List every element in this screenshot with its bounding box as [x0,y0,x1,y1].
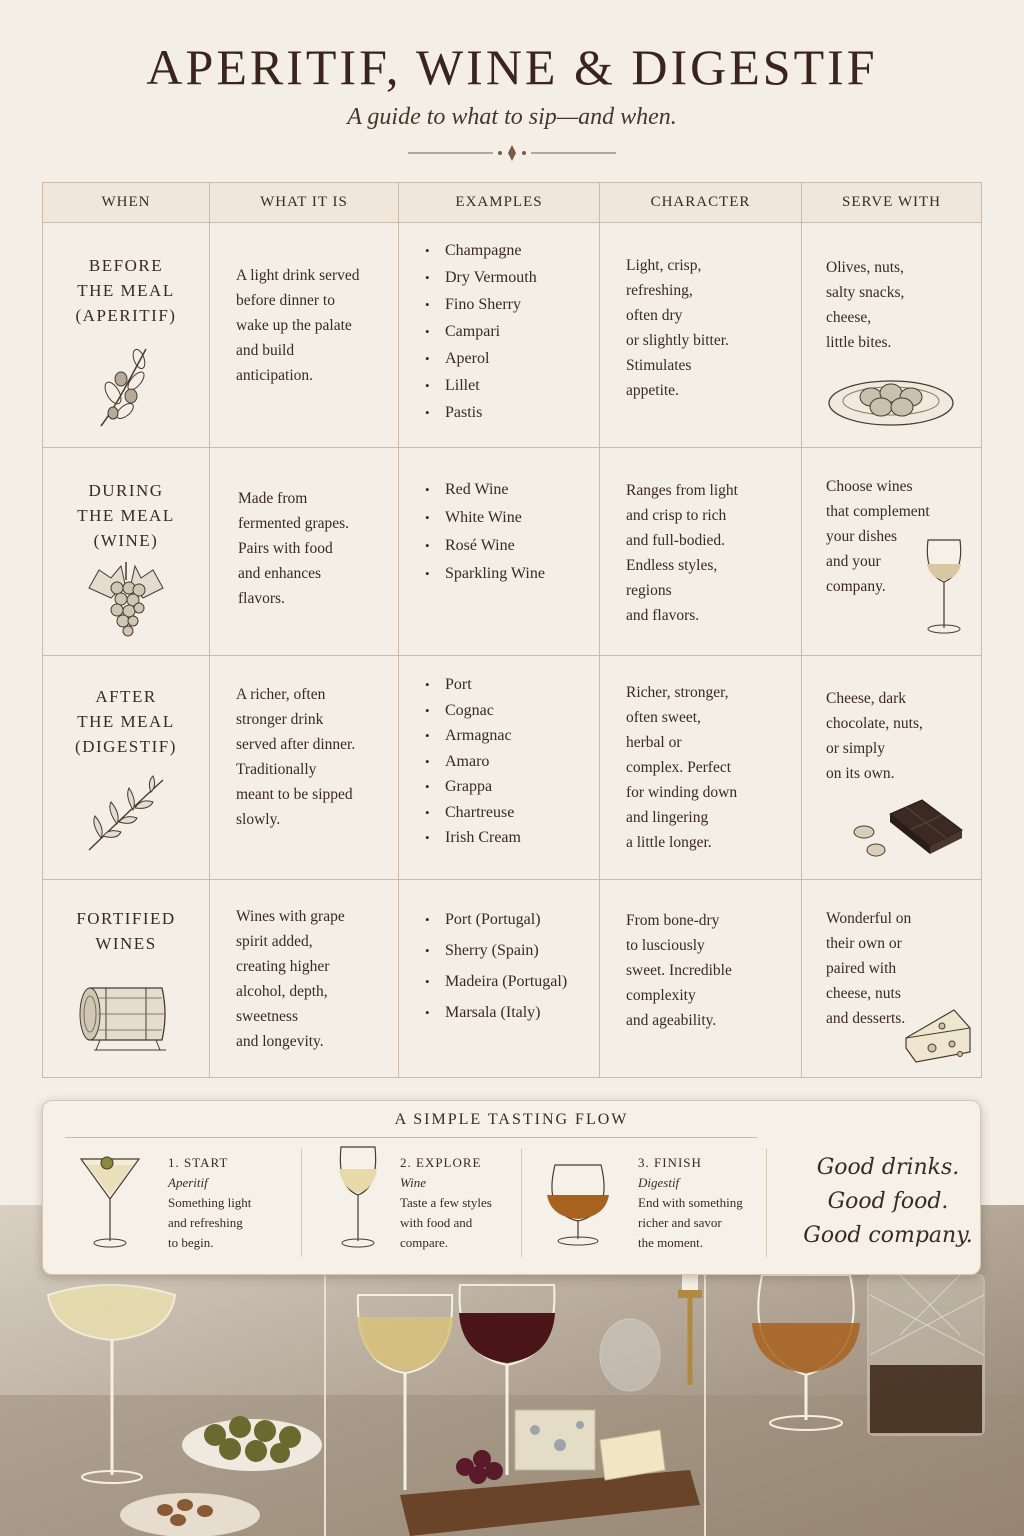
list-item: • Fino Sherry [425,291,589,318]
list-item: • Marsala (Italy) [425,997,589,1028]
step-description-line: to begin. [168,1235,214,1250]
list-item: • Campari [425,318,589,345]
serve-with-cell: Choose wines that complement your dishes and your company. [802,448,982,656]
table-row [43,880,982,1078]
table-row [43,448,982,656]
when-cell [43,656,210,880]
when-label: BEFORE THE MEAL (APERITIF) [75,256,177,325]
flow-step [400,1153,492,1253]
martini-glass-icon [77,1149,143,1249]
column-header: CHARACTER [600,183,802,223]
step-divider [301,1149,302,1257]
list-item: • Chartreuse [425,800,589,826]
character-cell: Ranges from light and crisp to rich and full-bodied. Endless styles, regions and flavors. [600,448,802,656]
character-cell: Richer, stronger, often sweet, herbal or complex. Perfect for winding down and lingering a little longer. [600,656,802,880]
when-cell [43,223,210,448]
wine-glass-icon [922,536,966,636]
serve-with-cell: Olives, nuts, salty snacks, cheese, little bites. [802,223,982,448]
serve-with-cell: Cheese, dark chocolate, nuts, or simply on its own. [802,656,982,880]
list-item: • Irish Cream [425,825,589,851]
when-label: DURING THE MEAL (WINE) [77,481,175,550]
tasting-flow-card [42,1100,981,1275]
character-cell: Light, crisp, refreshing, often dry or slightly bitter. Stimulates appetite. [600,223,802,448]
step-name: Aperitif [168,1175,208,1190]
when-label: AFTER THE MEAL (DIGESTIF) [75,687,177,756]
character-cell: From bone-dry to lusciously sweet. Incredible complexity and ageability. [600,880,802,1078]
examples-cell [399,880,600,1078]
list-item: • Rosé Wine [425,532,589,560]
olive-branch-icon [91,341,161,431]
page-subtitle: A guide to what to sip—and when. [347,104,677,130]
herb-sprig-icon [81,774,171,854]
step-title: 1. START [168,1155,229,1170]
motto [803,1151,973,1253]
olive-bowl-icon [826,371,956,431]
list-item: • Sparkling Wine [425,560,589,588]
flow-step [638,1153,743,1253]
description-cell: Made from fermented grapes. Pairs with food and enhances flavors. [210,448,399,656]
step-divider [766,1149,767,1257]
motto-line: Good drinks. [816,1155,960,1180]
table-row [43,656,982,880]
description-cell: A richer, often stronger drink served after dinner. Traditionally meant to be sipped slowly. [210,656,399,880]
column-header: EXAMPLES [399,183,600,223]
list-item: • White Wine [425,504,589,532]
cognac-snifter-icon [543,1157,613,1253]
list-item: • Red Wine [425,476,589,504]
barrel-icon [76,974,176,1054]
step-description-line: richer and savor [638,1215,722,1230]
step-name: Digestif [638,1175,680,1190]
white-wine-glass-icon [333,1143,383,1249]
step-description-line: the moment. [638,1235,703,1250]
list-item: • Lillet [425,372,589,399]
list-item: • Port (Portugal) [425,904,589,935]
table-header-row [43,183,982,223]
page-title: APERITIF, WINE & DIGESTIF [146,39,878,95]
column-header: WHAT IT IS [210,183,399,223]
list-item: • Amaro [425,749,589,775]
list-item: • Madeira (Portugal) [425,966,589,997]
examples-cell [399,448,600,656]
drink-guide-table [42,182,982,1078]
column-header: SERVE WITH [802,183,982,223]
list-item: • Dry Vermouth [425,264,589,291]
grape-cluster-icon [81,558,171,638]
step-description-line: Something light [168,1195,252,1210]
step-divider [521,1149,522,1257]
step-description-line: End with something [638,1195,743,1210]
step-title: 3. FINISH [638,1155,702,1170]
list-item: • Pastis [425,399,589,426]
step-description-line: with food and [400,1215,473,1230]
step-title: 2. EXPLORE [400,1155,482,1170]
step-description-line: and refreshing [168,1215,243,1230]
step-name: Wine [400,1175,426,1190]
list-item: • Armagnac [425,723,589,749]
step-description-line: compare. [400,1235,449,1250]
list-item: • Cognac [425,698,589,724]
examples-cell [399,223,600,448]
column-header: WHEN [43,183,210,223]
chocolate-icon [850,796,970,866]
flow-step [168,1153,251,1253]
list-item: • Aperol [425,345,589,372]
divider-line [65,1137,757,1138]
cheese-wedge-icon [902,1004,974,1066]
table-row [43,223,982,448]
tasting-flow-title: A SIMPLE TASTING FLOW [394,1111,629,1128]
examples-cell [399,656,600,880]
description-cell: A light drink served before dinner to wake up the palate and build anticipation. [210,223,399,448]
list-item: • Grappa [425,774,589,800]
when-cell [43,448,210,656]
description-cell: Wines with grape spirit added, creating higher alcohol, depth, sweetness and longevity. [210,880,399,1078]
list-item: • Champagne [425,237,589,264]
motto-line: Good company. [803,1223,973,1248]
list-item: • Sherry (Spain) [425,935,589,966]
list-item: • Port [425,672,589,698]
when-cell [43,880,210,1078]
motto-line: Good food. [827,1189,949,1214]
step-description-line: Taste a few styles [400,1195,492,1210]
when-label: FORTIFIED WINES [76,909,176,953]
serve-with-cell: Wonderful on their own or paired with cheese, nuts and desserts. [802,880,982,1078]
ornament-divider [408,143,616,163]
